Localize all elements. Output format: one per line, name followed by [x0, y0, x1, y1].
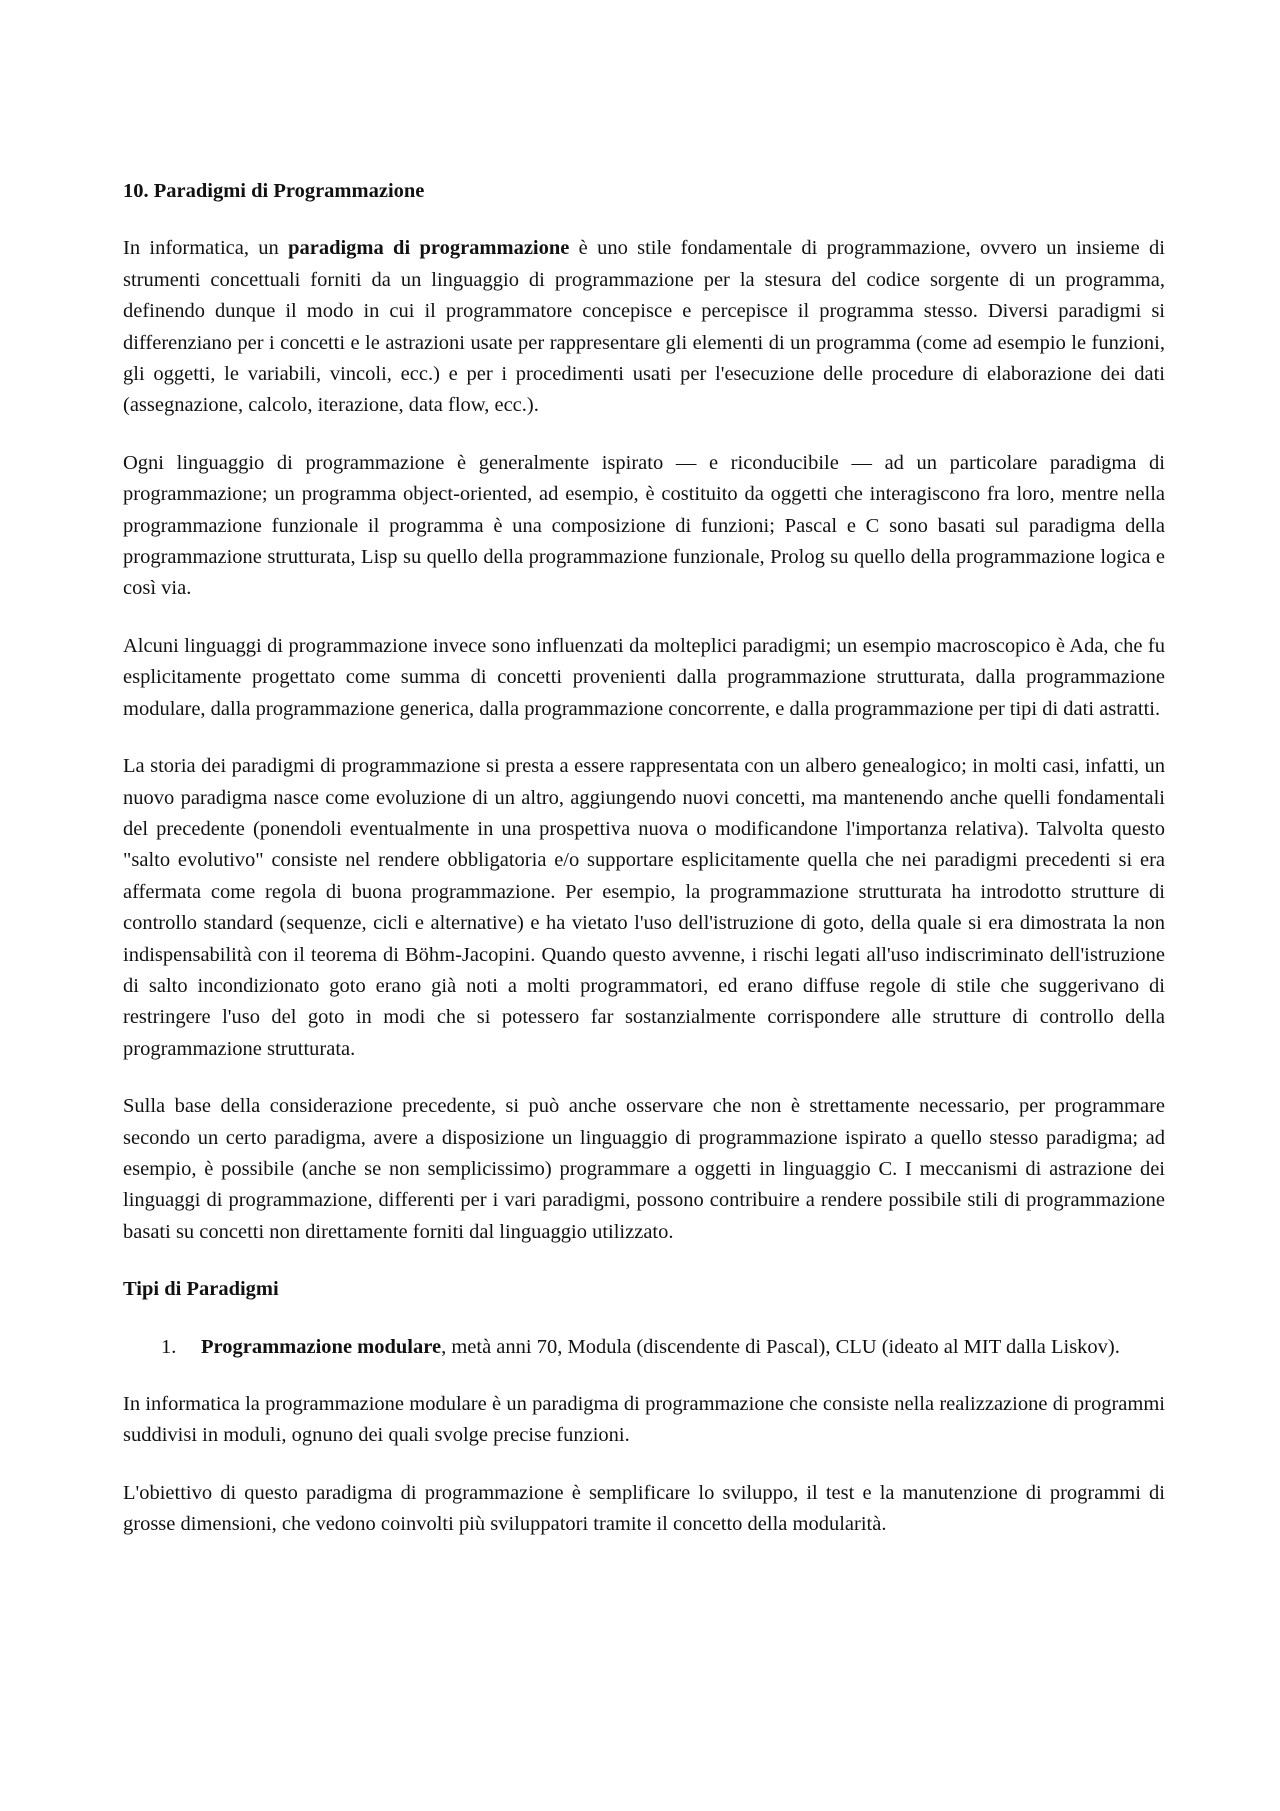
list-item-number: 1. [161, 1335, 177, 1358]
paragraph-modular-def: In informatica la programmazione modulare è un paradigma di programmazione che consiste nella realizzazione di programmi suddivisi in moduli, ognuno dei quali svolge precise funzioni. [123, 1393, 1165, 1447]
section-title: 10. Paradigmi di Programmazione [123, 180, 425, 202]
document-page [123, 176, 1165, 1567]
paragraph-intro-post: è uno stile fondamentale di programmazione, ovvero un insieme di strumenti concettuali forniti da un linguaggio di programmazione per la stesura del codice sorgente di un programma, definendo dunque il modo in cui il programmatore concepisce e percepisce il programma stesso. Diversi paradigmi si differenziano per i concetti e le astrazioni usate per rappresentare gli elementi di un programma (come ad esempio le funzioni, gli oggetti, le variabili, vincoli, ecc.) e per i procedimenti usati per l'esecuzione delle procedure di elaborazione dei dati (assegnazione, calcolo, iterazione, data flow, ecc.). [123, 237, 1165, 417]
paragraph-history: La storia dei paradigmi di programmazione si presta a essere rappresentata con un albero genealogico; in molti casi, infatti, un nuovo paradigma nasce come evoluzione di un altro, aggiungendo nuovi concetti, ma mantenendo anche quelli fondamentali del precedente (ponendoli eventualmente in una prospettiva nuova o modificandone l'importanza relativa). Talvolta questo "salto evolutivo" consiste nel rendere obbligatoria e/o supportare esplicitamente quella che nei paradigmi precedenti si era affermata come regola di buona programmazione. Per esempio, la programmazione strutturata ha introdotto strutture di controllo standard (sequenze, cicli e alternative) e ha vietato l'uso dell'istruzione di goto, della quale si era dimostrata la non indispensabilità con il teorema di Böhm-Jacopini. Quando questo avvenne, i rischi legati all'uso indiscriminato dell'istruzione di salto incondizionato goto erano già noti a molti programmatori, ed erano diffuse regole di stile che suggerivano di restringere l'uso del goto in modi che si potessero far sostanzialmente corrispondere alle strutture di controllo della programmazione strutturata. [123, 755, 1165, 1060]
term-paradigma: paradigma di programmazione [288, 237, 570, 260]
paragraph-intro-pre: In informatica, un [123, 237, 289, 260]
paragraph-multiparadigm: Alcuni linguaggi di programmazione invece sono influenzati da molteplici paradigmi; un esempio macroscopico è Ada, che fu esplicitamente progettato come summa di concetti provenienti dalla programmazione strutturata, dalla programmazione modulare, dalla programmazione generica, dalla programmazione concorrente, e dalla programmazione per tipi di dati astratti. [123, 634, 1165, 720]
list-item-text: , metà anni 70, Modula (discendente di Pascal), CLU (ideato al MIT dalla Liskov). [441, 1335, 1120, 1358]
paragraph-intro [123, 233, 1165, 421]
paragraph-modular-goal: L'obiettivo di questo paradigma di programmazione è semplificare lo sviluppo, il test e la manutenzione di programmi di grosse dimensioni, che vedono coinvolti più sviluppatori tramite il concetto della modularità. [123, 1481, 1165, 1536]
list-item [123, 1332, 1165, 1363]
list-item-title: Programmazione modulare [201, 1335, 442, 1358]
subheading-tipi: Tipi di Paradigmi [123, 1278, 279, 1301]
paradigm-list [123, 1332, 1165, 1363]
paragraph-languages: Ogni linguaggio di programmazione è generalmente ispirato — e riconducibile — ad un particolare paradigma di programmazione; un programma object-oriented, ad esempio, è costituito da oggetti che interagiscono fra loro, mentre nella programmazione funzionale il programma è una composizione di funzioni; Pascal e C sono basati sul paradigma della programmazione strutturata, Lisp su quello della programmazione funzionale, Prolog su quello della programmazione logica e così via. [123, 451, 1165, 600]
paragraph-abstraction: Sulla base della considerazione precedente, si può anche osservare che non è strettamente necessario, per programmare secondo un certo paradigma, avere a disposizione un linguaggio di programmazione ispirato a quello stesso paradigma; ad esempio, è possibile (anche se non semplicissimo) programmare a oggetti in linguaggio C. I meccanismi di astrazione dei linguaggi di programmazione, differenti per i vari paradigmi, possono contribuire a rendere possibile stili di programmazione basati su concetti non direttamente forniti dal linguaggio utilizzato. [123, 1095, 1165, 1243]
